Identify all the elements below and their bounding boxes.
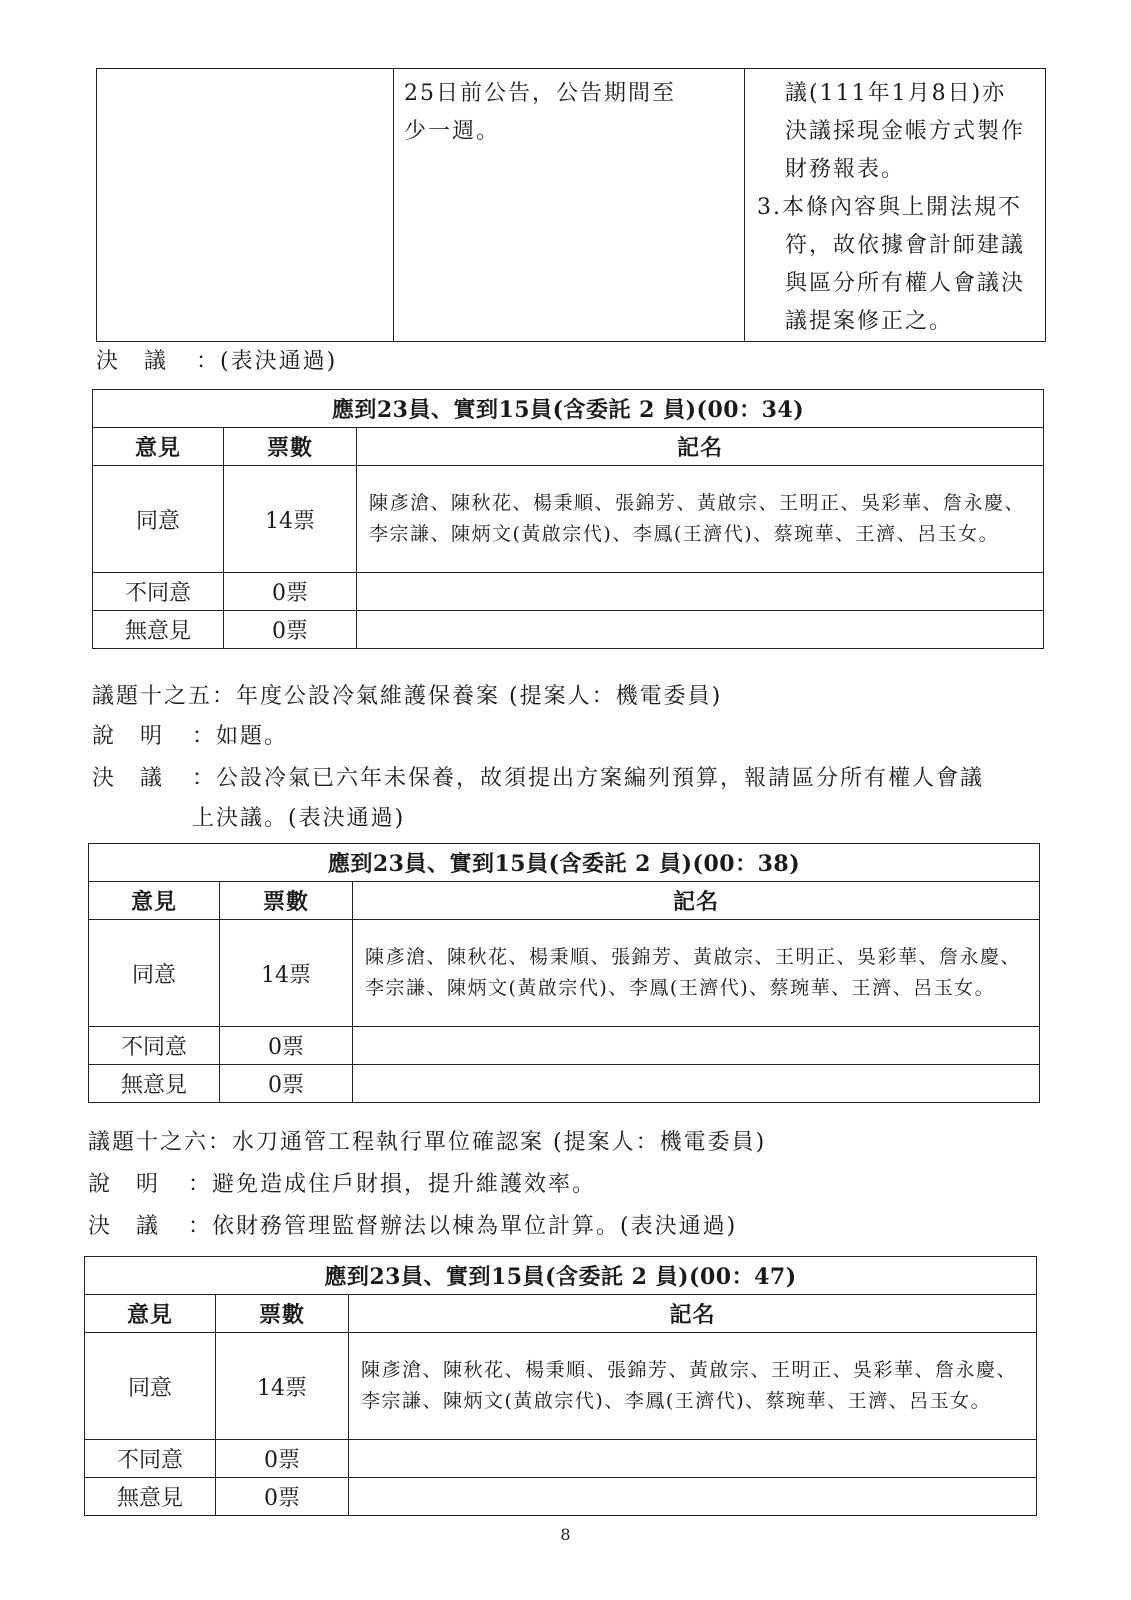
explanation-line: 符，故依據會計師建議 <box>785 233 1026 258</box>
agenda-title: 議題十之六：水刀通管工程執行單位確認案 (提案人：機電委員) <box>88 1130 767 1155</box>
count-cell: 0票 <box>220 1065 353 1103</box>
explanation-line: 決議採現金帳方式製作 <box>785 119 1026 144</box>
vote-table-title: 應到23員、實到15員(含委託 2 員)(00：47) <box>85 1257 1037 1295</box>
vote-table <box>92 389 1044 649</box>
resolution-label: 決 議 <box>96 349 169 374</box>
header-names: 記名 <box>357 428 1044 466</box>
resolution-text: ：(表決通過) <box>196 349 338 374</box>
opinion-cell: 無意見 <box>89 1065 220 1103</box>
opinion-cell: 不同意 <box>85 1440 216 1478</box>
explanation-line: 議(111年1月8日)亦 <box>785 81 1007 106</box>
opinion-cell: 無意見 <box>85 1478 216 1516</box>
names-cell <box>349 1440 1037 1478</box>
resolution-text: ：公設冷氣已六年未保養，故須提出方案編列預算，報請區分所有權人會議 <box>192 766 985 791</box>
count-cell: 14票 <box>220 920 353 1027</box>
explain-line <box>92 719 288 750</box>
opinion-cell: 不同意 <box>89 1027 220 1065</box>
opinion-cell: 同意 <box>85 1333 216 1440</box>
header-names: 記名 <box>349 1295 1037 1333</box>
names-cell <box>357 573 1044 611</box>
table-row <box>85 1478 1037 1516</box>
count-cell: 0票 <box>224 573 357 611</box>
resolution-line <box>96 344 337 375</box>
names-cell <box>353 1065 1040 1103</box>
explanation-line: 3.本條內容與上開法規不 <box>757 195 1022 220</box>
header-count: 票數 <box>224 428 357 466</box>
continuation-cell-notice <box>394 69 745 342</box>
opinion-cell: 不同意 <box>93 573 224 611</box>
count-cell: 0票 <box>220 1027 353 1065</box>
names-cell: 陳彥滄、陳秋花、楊秉順、張錦芳、黃啟宗、王明正、吳彩華、詹永慶、李宗謙、陳炳文(黃啟宗代)、李鳳(王濟代)、蔡琬華、王濟、呂玉女。 <box>357 466 1044 573</box>
count-cell: 0票 <box>224 611 357 649</box>
table-row <box>89 920 1040 1027</box>
names-cell: 陳彥滄、陳秋花、楊秉順、張錦芳、黃啟宗、王明正、吳彩華、詹永慶、李宗謙、陳炳文(黃啟宗代)、李鳳(王濟代)、蔡琬華、王濟、呂玉女。 <box>349 1333 1037 1440</box>
names-cell <box>357 611 1044 649</box>
continuation-cell-explanation <box>745 69 1046 342</box>
continuation-cell-empty <box>97 69 394 342</box>
resolution-label: 決 議 <box>92 766 165 791</box>
count-cell: 0票 <box>216 1478 349 1516</box>
continuation-table <box>96 68 1046 342</box>
explain-label: 說 明 <box>88 1172 161 1197</box>
resolution-line <box>92 761 984 792</box>
header-count: 票數 <box>220 882 353 920</box>
resolution-line <box>88 1209 737 1240</box>
notice-line: 少一週。 <box>404 119 501 144</box>
table-row <box>93 611 1044 649</box>
explanation-line: 與區分所有權人會議決 <box>785 271 1026 296</box>
table-row <box>93 573 1044 611</box>
opinion-cell: 無意見 <box>93 611 224 649</box>
opinion-cell: 同意 <box>93 466 224 573</box>
resolution-text: ：依財務管理監督辦法以棟為單位計算。(表決通過) <box>188 1214 738 1239</box>
header-count: 票數 <box>216 1295 349 1333</box>
count-cell: 14票 <box>224 466 357 573</box>
names-cell <box>349 1478 1037 1516</box>
table-row <box>93 466 1044 573</box>
names-cell <box>353 1027 1040 1065</box>
header-names: 記名 <box>353 882 1040 920</box>
count-cell: 0票 <box>216 1440 349 1478</box>
count-cell: 14票 <box>216 1333 349 1440</box>
notice-line: 25日前公告，公告期間至 <box>404 81 676 106</box>
table-row <box>89 1027 1040 1065</box>
opinion-cell: 同意 <box>89 920 220 1027</box>
agenda-title: 議題十之五：年度公設冷氣維護保養案 (提案人：機電委員) <box>92 684 723 709</box>
vote-table-title: 應到23員、實到15員(含委託 2 員)(00：34) <box>93 390 1044 428</box>
table-row <box>89 1065 1040 1103</box>
explanation-line: 議提案修正之。 <box>785 309 954 334</box>
table-row <box>85 1440 1037 1478</box>
explanation-line: 財務報表。 <box>785 157 906 182</box>
vote-table-title: 應到23員、實到15員(含委託 2 員)(00：38) <box>89 844 1040 882</box>
explain-line <box>88 1167 596 1198</box>
vote-table <box>88 843 1040 1103</box>
explain-text: ：避免造成住戶財損，提升維護效率。 <box>188 1172 597 1197</box>
explain-label: 說 明 <box>92 724 165 749</box>
table-row <box>85 1333 1037 1440</box>
header-opinion: 意見 <box>89 882 220 920</box>
vote-table <box>84 1256 1037 1516</box>
header-opinion: 意見 <box>93 428 224 466</box>
names-cell: 陳彥滄、陳秋花、楊秉順、張錦芳、黃啟宗、王明正、吳彩華、詹永慶、李宗謙、陳炳文(黃啟宗代)、李鳳(王濟代)、蔡琬華、王濟、呂玉女。 <box>353 920 1040 1027</box>
page-number: 8 <box>560 1525 571 1544</box>
explain-text: ：如題。 <box>192 724 289 749</box>
header-opinion: 意見 <box>85 1295 216 1333</box>
resolution-label: 決 議 <box>88 1214 161 1239</box>
resolution-continuation: 上決議。(表決通過) <box>192 806 406 831</box>
